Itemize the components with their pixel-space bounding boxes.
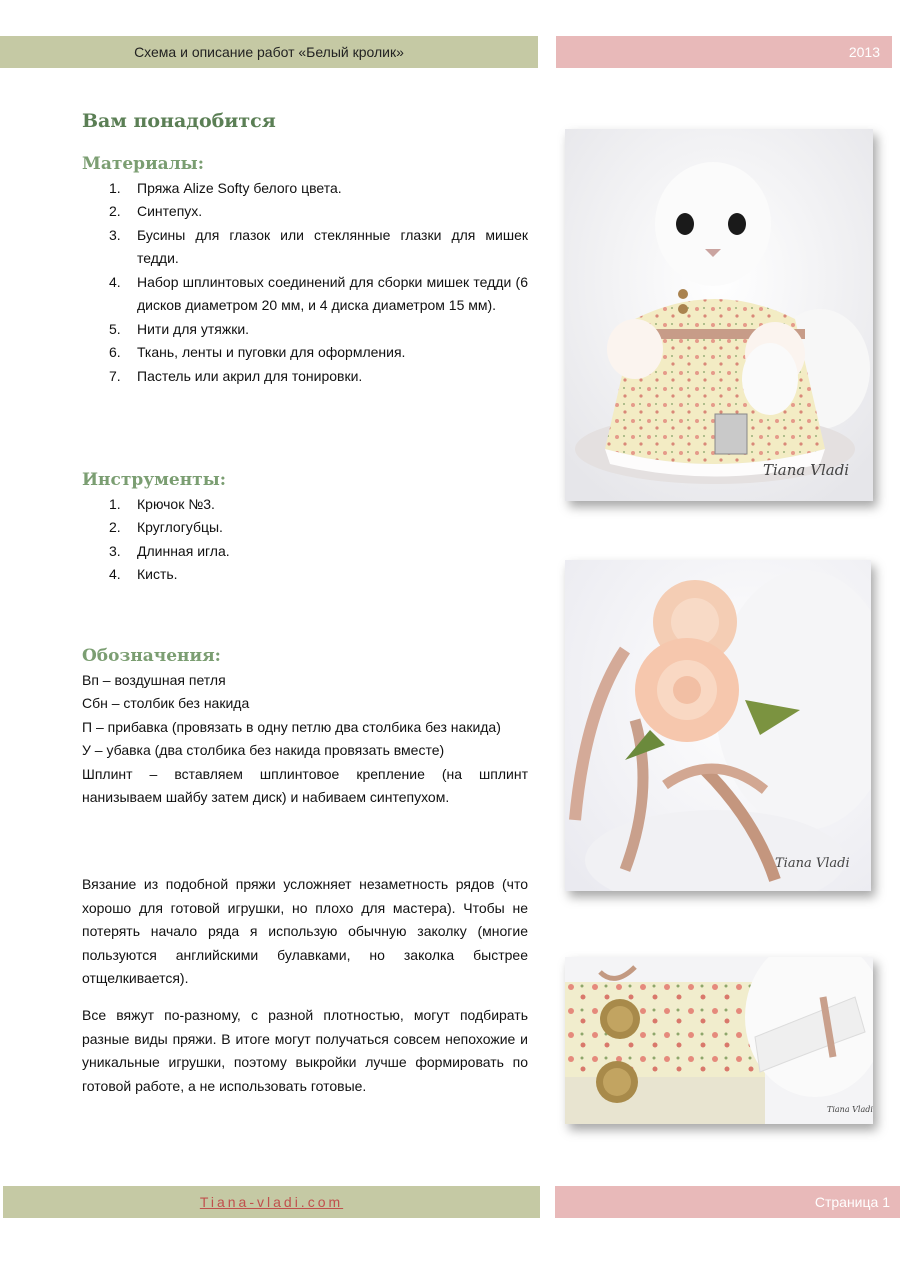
tools-title: Инструменты: <box>82 470 227 490</box>
site-link[interactable]: Tiana-vladi.com <box>199 1194 344 1210</box>
list-item-text: Пряжа Alize Softy белого цвета. <box>137 179 342 196</box>
tools-list <box>82 493 528 587</box>
photo-dress-detail <box>565 957 873 1124</box>
materials-list <box>82 177 528 389</box>
tools-section <box>82 469 528 587</box>
list-item-text: Круглогубцы. <box>137 519 223 535</box>
list-item-number: 2. <box>109 519 121 535</box>
legend-section <box>82 645 528 810</box>
list-item-number: 4. <box>109 566 121 582</box>
list-item-text: Длинная игла. <box>137 542 230 559</box>
legend-line: П – прибавка (провязать в одну петлю два столбика без накида) <box>82 718 501 735</box>
list-item-text: Кисть. <box>137 566 178 582</box>
photo-roses <box>565 560 871 891</box>
photo-bunny-full <box>565 129 873 501</box>
legend-line: Вп – воздушная петля <box>82 671 226 688</box>
list-item <box>82 177 528 201</box>
list-item <box>82 365 528 389</box>
dress-detail-illustration <box>565 957 873 1124</box>
footer-page-bar <box>555 1186 900 1218</box>
list-item-number: 6. <box>109 344 121 360</box>
list-item-number: 2. <box>109 203 121 219</box>
list-item-text: Нити для утяжки. <box>137 320 250 337</box>
list-item <box>82 493 528 517</box>
body-paragraph-1 <box>82 873 528 991</box>
photo-signature: Tiana Vladi <box>763 461 850 479</box>
list-item-number: 3. <box>109 226 121 243</box>
legend-line: У – убавка (два столбика без накида провязать вместе) <box>82 742 445 758</box>
list-item <box>82 271 528 318</box>
header-title-bar <box>0 36 538 68</box>
list-item <box>82 200 528 224</box>
roses-illustration <box>565 560 871 891</box>
list-item-text: Набор шплинтовых соединений для сборки мишек тедди (6 дисков диаметром 20 мм, и 4 диска диаметром 15 мм). <box>137 273 528 313</box>
paragraph-text: Вязание из подобной пряжи усложняет незаметность рядов (что хорошо для готовой игрушки, но плохо для мастера). Чтобы не потерять начало ряда я использую обычную заколку (многие пользуются английскими булавками, но заколка быстрее отщелкивается). <box>82 876 528 986</box>
materials-title: Материалы: <box>82 154 204 174</box>
list-item-text: Синтепух. <box>137 203 203 219</box>
list-item-number: 3. <box>109 542 121 559</box>
bunny-illustration <box>565 129 873 501</box>
list-item <box>82 318 528 342</box>
list-item-number: 1. <box>109 495 121 512</box>
list-item-text: Крючок №3. <box>137 495 215 512</box>
legend-title: Обозначения: <box>82 646 221 666</box>
legend-line: Сбн – столбик без накида <box>82 695 250 711</box>
footer-site-bar <box>3 1186 540 1218</box>
list-item-text: Бусины для глазок или стеклянные глазки для мишек тедди. <box>137 226 528 266</box>
document-title: Схема и описание работ «Белый кролик» <box>134 44 404 60</box>
list-item <box>82 563 528 587</box>
list-item <box>82 540 528 564</box>
header-year-bar <box>556 36 892 68</box>
header-year: 2013 <box>848 44 880 60</box>
list-item-number: 7. <box>109 367 121 384</box>
body-paragraph-2 <box>82 1004 528 1098</box>
photo-signature: Tiana Vladi <box>775 856 850 871</box>
list-item-number: 1. <box>109 179 121 196</box>
list-item-number: 4. <box>109 273 121 290</box>
list-item-number: 5. <box>109 320 121 337</box>
page-heading: Вам понадобится <box>82 110 276 132</box>
list-item <box>82 341 528 365</box>
materials-section <box>82 153 528 388</box>
list-item-text: Пастель или акрил для тонировки. <box>137 367 363 384</box>
legend-line: Шплинт – вставляем шплинтовое крепление (на шплинт нанизываем шайбу затем диск) и набиваем синтепухом. <box>82 765 528 805</box>
page-number: Страница 1 <box>814 1194 890 1210</box>
photo-signature: Tiana Vladi <box>827 1105 873 1114</box>
list-item-text: Ткань, ленты и пуговки для оформления. <box>137 344 406 360</box>
list-item <box>82 224 528 271</box>
paragraph-text: Все вяжут по-разному, с разной плотностью, могут подбирать разные виды пряжи. В итоге могут получаться совсем непохожие и уникальные игрушки, поэтому выкройки лучше формировать по готовой работе, а не использовать готовые. <box>82 1007 528 1094</box>
list-item <box>82 516 528 540</box>
